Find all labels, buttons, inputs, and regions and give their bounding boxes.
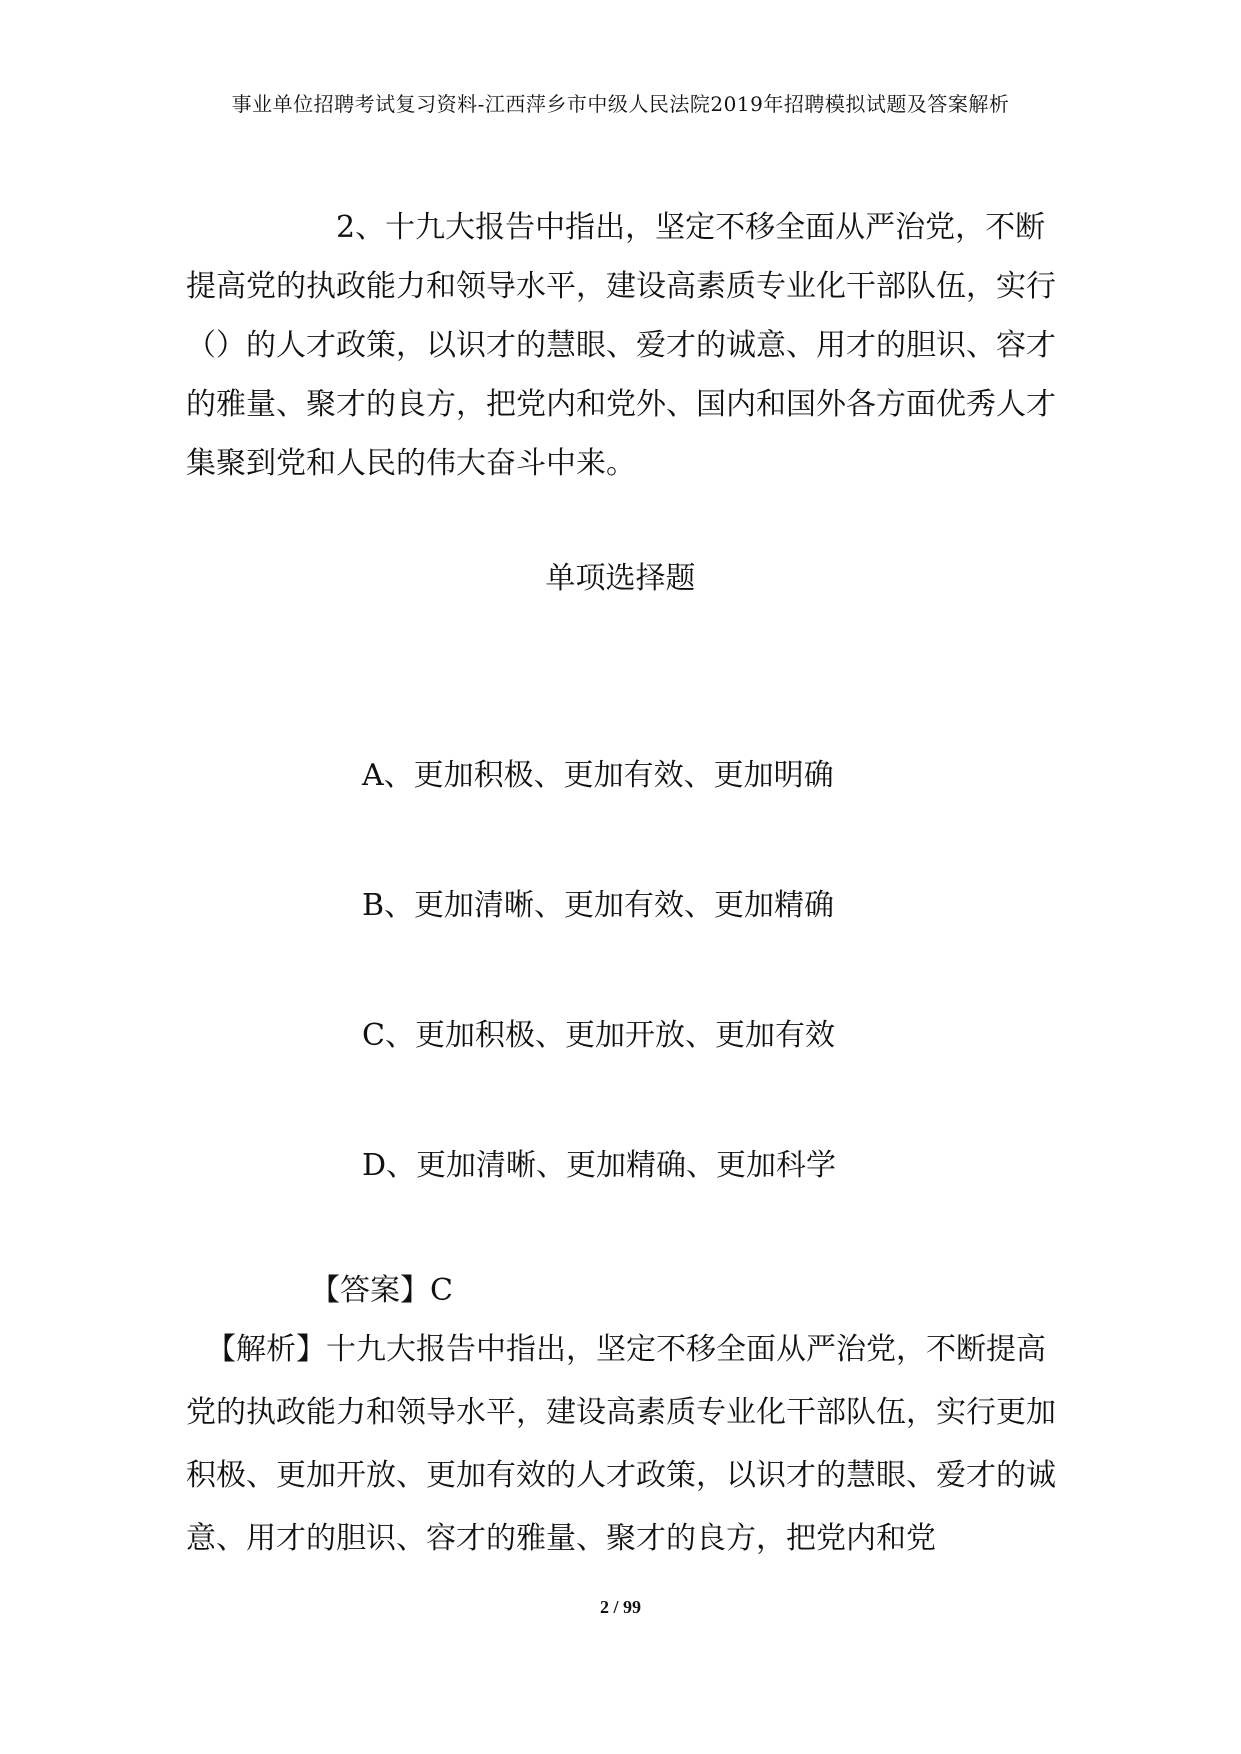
- page-header-title: 事业单位招聘考试复习资料-江西萍乡市中级人民法院2019年招聘模拟试题及答案解析: [231, 92, 1010, 116]
- question-type-label: 单项选择题: [545, 561, 696, 596]
- option-b: B、更加清晰、更加有效、更加精确: [362, 888, 835, 923]
- page-number: 2 / 99: [599, 1597, 641, 1617]
- option-d: D、更加清晰、更加精确、更加科学: [362, 1148, 837, 1183]
- option-a: A、更加积极、更加有效、更加明确: [362, 758, 834, 793]
- option-c: C、更加积极、更加开放、更加有效: [362, 1018, 835, 1053]
- answer-line: 【答案】C: [310, 1273, 453, 1308]
- analysis-text: 【解析】十九大报告中指出，坚定不移全面从严治党，不断提高党的执政能力和领导水平，建设高素质专业化干部队伍，实行更加积极、更加开放、更加有效的人才政策，以识才的慧眼、爱才的诚意、用才的胆识、容才的雅量、聚才的良方，把党内和党: [186, 1332, 1056, 1556]
- question-text: 2、十九大报告中指出，坚定不移全面从严治党，不断提高党的执政能力和领导水平，建设高素质专业化干部队伍，实行（）的人才政策，以识才的慧眼、爱才的诚意、用才的胆识、容才的雅量、聚才的良方，把党内和党外、国内和国外各方面优秀人才集聚到党和人民的伟大奋斗中来。: [186, 210, 1056, 481]
